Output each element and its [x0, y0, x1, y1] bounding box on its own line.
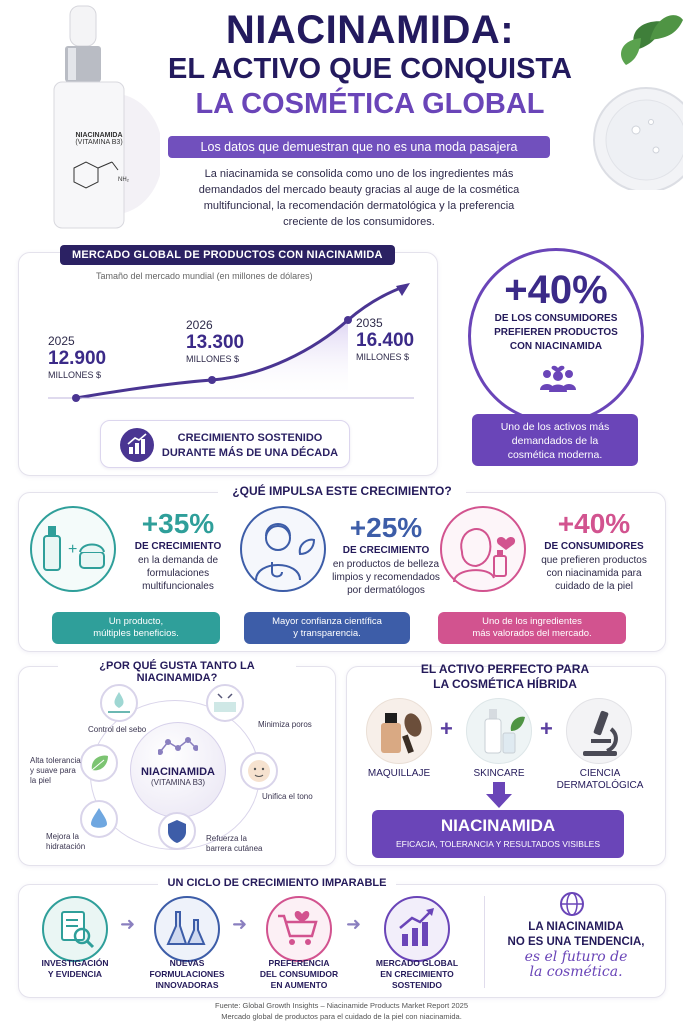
chevron-right-icon: ➜ — [346, 914, 362, 934]
center-label-line2: (VITAMINA B3) — [150, 778, 206, 787]
driver-1-heading: DE CRECIMIENTO — [134, 541, 222, 552]
benefit-barrier — [206, 834, 262, 854]
driver-1-banner-line2: múltiples beneficios. — [93, 628, 179, 640]
skincare-label: SKINCARE — [473, 768, 525, 779]
growth-badge-text — [160, 431, 340, 461]
footer-line2: Mercado global de productos para el cuidado de la piel con niacinamida. — [221, 1012, 462, 1021]
subtitle-text: Los datos que demuestran que no es una moda pasajera — [200, 140, 518, 154]
step-1-line1: INVESTIGACIÓN — [41, 958, 109, 968]
consumers-line1: DE LOS CONSUMIDORES — [494, 313, 618, 324]
driver-3-line1: que prefieren productos — [541, 555, 647, 566]
hybrid-result-subtitle: EFICACIA, TOLERANCIA Y RESULTADOS VISIBLES — [395, 839, 601, 849]
benefit-tone: Unifica el tono — [262, 792, 313, 801]
step-3-line2: DEL CONSUMIDOR — [259, 969, 339, 979]
title-line2: EL ACTIVO QUE CONQUISTA — [168, 53, 572, 85]
driver-2-line2: limpios y recomendados — [332, 572, 440, 583]
consumers-line2: PREFIEREN PRODUCTOS — [494, 327, 618, 338]
consumers-stat — [478, 268, 634, 354]
driver-2-text — [326, 512, 446, 597]
hybrid-title-line1: EL ACTIVO PERFECTO PARA — [420, 662, 590, 676]
down-arrow-icon — [484, 782, 514, 808]
title-line1: NIACINAMIDA: — [225, 8, 515, 52]
market-point-2035 — [356, 316, 414, 362]
intro-line4: creciente de los consumidores. — [283, 216, 435, 228]
driver-2-line3: por dermatólogos — [347, 585, 425, 596]
driver-1-number: +35% — [141, 508, 215, 539]
driver-2-heading: DE CRECIMIENTO — [342, 545, 430, 556]
point-unit: MILLONES $ — [186, 354, 240, 364]
bottle-label — [54, 132, 144, 146]
driver-1-banner-line1: Un producto, — [108, 616, 164, 627]
hybrid-result-title: NIACINAMIDA — [440, 816, 556, 835]
closing-quote — [490, 920, 662, 980]
point-value: 16.400 — [356, 330, 415, 351]
growth-chart-icon — [120, 428, 154, 462]
driver-3-icon-circle — [440, 506, 526, 592]
science-label-line2: DERMATOLÓGICA — [556, 780, 644, 791]
consumers-banner-line1: Uno de los activos más — [500, 421, 610, 433]
pores-icon — [206, 684, 244, 722]
title-line3: LA COSMÉTICA GLOBAL — [195, 88, 545, 120]
leaf-icon — [80, 744, 118, 782]
subtitle-banner — [168, 136, 550, 158]
cycle-step-2 — [136, 958, 238, 991]
driver-3-banner-line1: Uno de los ingredientes — [482, 616, 582, 627]
center-label — [130, 766, 226, 787]
intro-paragraph — [160, 166, 558, 230]
quote-line2: NO ES UNA TENDENCIA, — [507, 936, 645, 948]
bottle-label-line1: NIACINAMIDA — [75, 132, 123, 139]
step-2-line1: NUEVAS — [169, 958, 205, 968]
driver-2-number: +25% — [349, 512, 423, 543]
benefit-sebum: Control del sebo — [88, 725, 147, 734]
intro-line2: demandados del mercado beauty gracias al auge de la cosmética — [198, 184, 520, 196]
market-caption: Tamaño del mercado mundial (en millones de dólares) — [96, 271, 313, 281]
driver-1-line2: formulaciones — [146, 568, 210, 579]
water-drop-icon — [80, 800, 118, 838]
driver-2-banner-line1: Mayor confianza científica — [272, 616, 382, 627]
svg-text:+: + — [68, 541, 78, 558]
center-label-line1: NIACINAMIDA — [141, 766, 215, 778]
intro-line3: multifuncional, la recomendación dermatológica y la preferencia — [203, 200, 515, 212]
bottle-label-line2: (VITAMINA B3) — [75, 139, 123, 146]
point-year: 2035 — [356, 316, 383, 330]
face-icon — [240, 752, 278, 790]
page-title — [150, 8, 590, 122]
cycle-title: UN CICLO DE CRECIMIENTO IMPARABLE — [167, 877, 387, 889]
driver-1-text — [120, 508, 236, 593]
barrier-line2: barrera cutánea — [206, 844, 263, 853]
driver-1-icon-circle — [30, 506, 116, 592]
shield-icon — [158, 812, 196, 850]
hybrid-title — [370, 662, 640, 692]
quote-line1: LA NIACINAMIDA — [528, 921, 624, 933]
point-value: 12.900 — [48, 348, 107, 369]
quote-line3: es el futuro de — [524, 949, 628, 965]
bottle-formula: NH₂ — [118, 177, 129, 183]
benefit-tolerance — [30, 756, 81, 786]
consumers-banner-line2: demandados de la — [511, 435, 599, 447]
point-year: 2025 — [48, 334, 75, 348]
center-molecule-icon — [158, 734, 198, 758]
benefit-hydration — [46, 832, 85, 852]
science-label — [552, 768, 648, 792]
makeup-label: MAQUILLAJE — [367, 768, 431, 779]
driver-3-heading: DE CONSUMIDORES — [544, 541, 644, 552]
tolerance-line3: la piel — [30, 776, 51, 785]
skincare-icon — [466, 698, 532, 764]
driver-3-banner-line2: más valorados del mercado. — [472, 628, 592, 640]
driver-1-banner — [52, 612, 220, 644]
cycle-divider — [484, 896, 485, 988]
cycle-step-1 — [26, 958, 124, 980]
driver-3-number: +40% — [557, 508, 631, 539]
market-growth-icon — [384, 896, 450, 962]
globe-icon — [558, 890, 586, 918]
benefit-pores: Minimiza poros — [258, 720, 312, 729]
step-3-line3: EN AUMENTO — [270, 980, 328, 990]
consumers-banner-line3: cosmética moderna. — [507, 449, 603, 461]
footer-source — [60, 1000, 623, 1022]
microscope-icon — [566, 698, 632, 764]
cycle-step-3 — [248, 958, 350, 991]
step-2-line2: FORMULACIONES — [149, 969, 225, 979]
flasks-icon — [154, 896, 220, 962]
step-2-line3: INNOVADORAS — [155, 980, 219, 990]
driver-3-line3: cuidado de la piel — [555, 581, 633, 592]
plus-sign-2: + — [540, 716, 553, 741]
chevron-right-icon: ➜ — [232, 914, 248, 934]
driver-2-icon-circle — [240, 506, 326, 592]
cart-heart-icon — [266, 896, 332, 962]
footer-line1: Fuente: Global Growth Insights – Niacinamide Products Market Report 2025 — [214, 1001, 469, 1010]
driver-2-banner-line2: y transparencia. — [293, 628, 361, 640]
market-point-2026 — [186, 318, 244, 364]
tolerance-line2: y suave para — [30, 766, 76, 775]
quote-line4: la cosmética. — [529, 964, 623, 980]
point-year: 2026 — [186, 318, 213, 332]
point-value: 13.300 — [186, 332, 245, 353]
driver-2-line1: en productos de belleza — [332, 559, 440, 570]
step-4-line2: EN CRECIMIENTO — [380, 969, 454, 979]
step-3-line1: PREFERENCIA — [268, 958, 330, 968]
driver-1-line1: en la demanda de — [137, 555, 219, 566]
hybrid-result-banner — [372, 810, 624, 858]
driver-3-text — [530, 508, 658, 593]
point-unit: MILLONES $ — [356, 352, 410, 362]
drivers-title: ¿QUÉ IMPULSA ESTE CRECIMIENTO? — [232, 484, 452, 498]
driver-3-line2: con niacinamida para — [546, 568, 642, 579]
badge-line2: DURANTE MÁS DE UNA DÉCADA — [161, 447, 339, 459]
driver-1-line3: multifuncionales — [142, 581, 214, 592]
hydration-line1: Mejora la — [46, 832, 79, 841]
science-label-line1: CIENCIA — [579, 768, 621, 779]
hydration-line2: hidratación — [46, 842, 86, 851]
consumers-banner — [472, 414, 638, 466]
step-1-line2: Y EVIDENCIA — [47, 969, 103, 979]
step-4-line1: MERCADO GLOBAL — [375, 958, 459, 968]
point-unit: MILLONES $ — [48, 370, 102, 380]
consumers-line3: CON NIACINAMIDA — [509, 341, 603, 352]
barrier-line1: Refuerza la — [206, 834, 247, 843]
hybrid-title-line2: LA COSMÉTICA HÍBRIDA — [433, 677, 577, 691]
consumers-percentage: +40% — [504, 268, 608, 312]
step-4-line3: SOSTENIDO — [391, 980, 443, 990]
driver-3-banner — [438, 612, 626, 644]
driver-2-banner — [244, 612, 410, 644]
tolerance-line1: Alta tolerancia — [30, 756, 81, 765]
cycle-step-4 — [366, 958, 468, 991]
intro-line1: La niacinamida se consolida como uno de los ingredientes más — [204, 168, 514, 180]
people-heart-icon — [538, 360, 578, 392]
plus-sign-1: + — [440, 716, 453, 741]
sebum-icon — [100, 684, 138, 722]
market-point-2025 — [48, 334, 106, 380]
chevron-right-icon: ➜ — [120, 914, 136, 934]
badge-line1: CRECIMIENTO SOSTENIDO — [177, 432, 323, 444]
makeup-icon — [366, 698, 432, 764]
research-icon — [42, 896, 108, 962]
market-title: MERCADO GLOBAL DE PRODUCTOS CON NIACINAMIDA — [60, 245, 395, 265]
why-title: ¿POR QUÉ GUSTA TANTO LA NIACINAMIDA? — [99, 660, 255, 684]
